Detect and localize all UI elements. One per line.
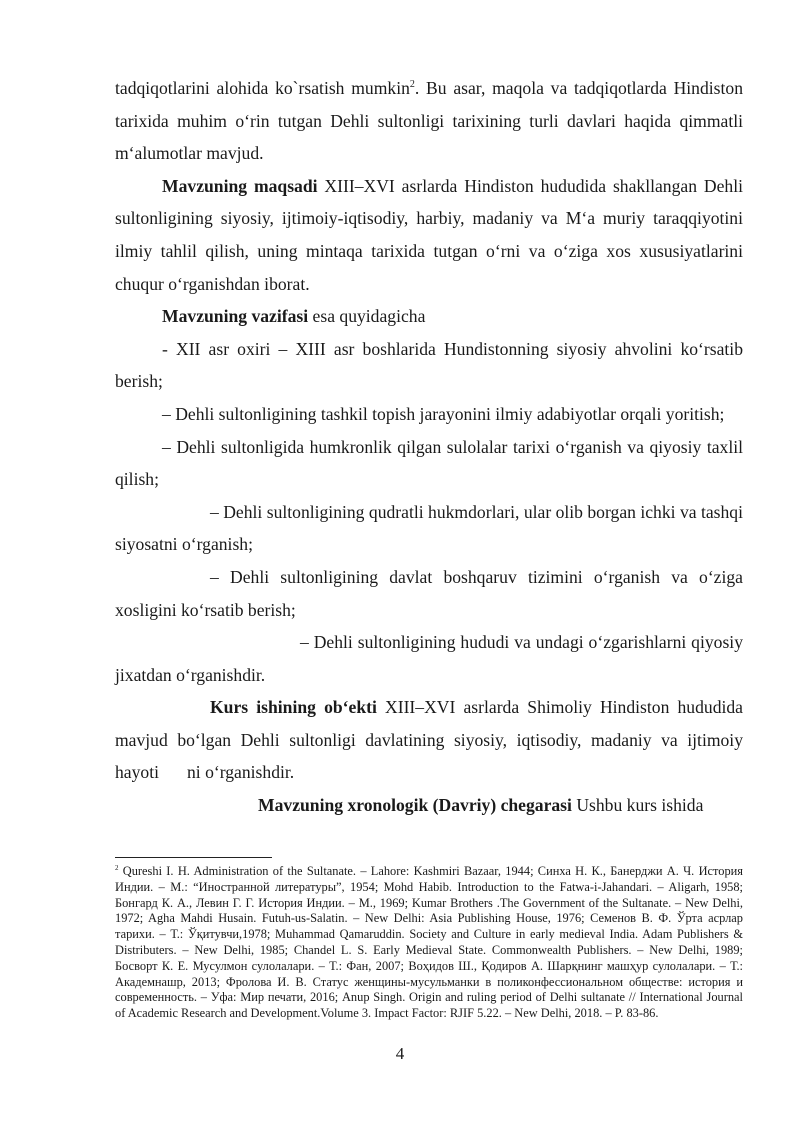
object-label: Kurs ishining ob‘ekti bbox=[210, 697, 377, 718]
tasks-label: Mavzuning vazifasi bbox=[162, 306, 309, 327]
footnote-marker: 2 bbox=[115, 863, 119, 872]
body-text bbox=[115, 72, 743, 822]
intro-paragraph bbox=[115, 72, 743, 170]
tasks-text: esa quyidagicha bbox=[308, 306, 426, 327]
footnote-text: Qureshi I. H. Administration of the Sultanate. – Lahore: Kashmiri Bazaar, 1944; Синха Н. К., Банерджи А. Ч. История Индии. – М.: “Иностранной литературы”, 1954; Mohd Habib. Introduction to the Fatwa-i-Jahandari. – Aligarh, 1958; Бонгард К. А., Левин Г. Г. История Индии. – М., 1969; Kumar Brothers .The Government of the Sultanate. – New Delhi, 1972; Agha Mahdi Husain. Futuh-us-Salatin. – New Delhi: Asia Publishing House, 1976; Семенов В. Ф. Ўрта асрлар тарихи. – Т.: Ўқитувчи,1978; Muhammad Qamaruddin. Society and Culture in early medieval India. Adam Publishers & Distributers. – New Delhi, 1985; Chandel L. S. Early Medieval State. Commonwealth Publishers. – New Delhi, 1989; Босворт К. Е. Мусулмон сулолалари. – Т.: Фан, 2007; Воҳидов Ш., Қодиров А. Шарқнинг машҳур сулолалари. – Т.: Академнашр, 2013; Фролова И. В. Статус женщины-мусульманки в поликонфессиональном обществе: история и современность. – Уфа: Мир печати, 2016; Anup Singh. Origin and ruling period of Delhi sultanate // International Journal of Academic Research and Development.Volume 3. Impact Factor: RJIF 5.22. – New Delhi, 2018. – P. 83-86. bbox=[115, 864, 743, 1021]
footnote-separator bbox=[115, 857, 272, 858]
intro-text: tadqiqotlarini alohida ko`rsatish mumkin bbox=[115, 78, 410, 98]
footnote bbox=[115, 864, 743, 1022]
goal-text: XIII–XVI asrlarda Hindiston hududida shakllangan Dehli sultonligining siyosiy, ijtimoiy-iqtisodiy, harbiy, madaniy va M‘a muriy taraqqiyotini ilmiy tahlil qilish, uning mintaqa tarixida tutgan o‘rni va o‘ziga xos xususiyatlarini chuqur o‘rganishdan iborat. bbox=[115, 175, 743, 294]
task-item-1: - XII asr oxiri – XIII asr boshlarida Hundistonning siyosiy ahvolini ko‘rsatib berish; bbox=[115, 338, 743, 392]
task-item-3: – Dehli sultonligida humkronlik qilgan sulolalar tarixi o‘rganish va qiyosiy taxlil qilish; bbox=[115, 436, 743, 490]
intro-text-rest: . Bu asar, maqola va tadqiqotlarda Hindiston tarixida muhim o‘rin tutgan Dehli sultonligi tarixining turli davlari haqida qimmatli m‘alumotlar mavjud. bbox=[115, 78, 743, 164]
task-item-2: – Dehli sultonligining tashkil topish jarayonini ilmiy adabiyotlar orqali yoritish; bbox=[162, 403, 725, 424]
footnote-ref[interactable]: 2 bbox=[409, 79, 415, 91]
tasks-paragraph bbox=[115, 300, 743, 333]
chronology-label: Mavzuning xronologik (Davriy) chegarasi bbox=[258, 795, 572, 816]
object-text: XIII–XVI asrlarda Shimoliy Hindiston hududida mavjud bo‘lgan Dehli sultonligi davlatining siyosiy, iqtisodiy, madaniy va ijtimoiy hayoti bbox=[115, 697, 743, 783]
task-item-4: – Dehli sultonligining qudratli hukmdorlari, ular olib borgan ichki va tashqi siyosatni o‘rganish; bbox=[115, 501, 743, 555]
object-text-end: ni o‘rganishdir. bbox=[186, 762, 295, 783]
task-item-6: – Dehli sultonligining hududi va undagi o‘zgarishlarni qiyosiy jixatdan o‘rganishdir. bbox=[115, 632, 743, 685]
chronology-text: Ushbu kurs ishida bbox=[571, 795, 704, 816]
page-number: 4 bbox=[395, 1044, 405, 1063]
task-item-5: – Dehli sultonligining davlat boshqaruv tizimini o‘rganish va o‘ziga xosligini ko‘rsatib berish; bbox=[115, 566, 743, 620]
chronology-paragraph bbox=[115, 789, 743, 822]
goal-paragraph bbox=[115, 170, 743, 300]
goal-label: Mavzuning maqsadi bbox=[162, 175, 318, 196]
object-paragraph bbox=[115, 691, 743, 789]
